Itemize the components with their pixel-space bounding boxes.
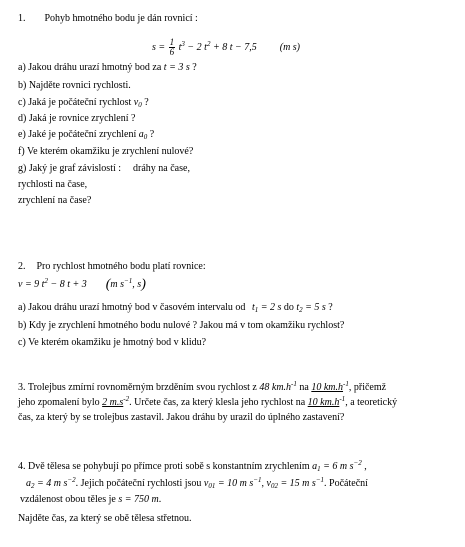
problem-1-intro: Pohyb hmotného bodu je dán rovnicí :	[44, 13, 198, 24]
problem-2-equation: v = 9 $t^2 - 8$ t + 3 (m $s^{-1}$, s)	[18, 277, 146, 292]
graph-item-3: zrychlení na čase?	[18, 195, 92, 206]
problem-3-line-3: čas, za který by se trolejbus zastavil. Jakou dráhu by urazil do úplného zastavení?	[18, 412, 345, 423]
problem-2-question-c: c) Ve kterém okamžiku je hmotný bod v klidu?	[18, 337, 207, 348]
problem-1-question-g: g) Jaký je graf závislostí : dráhy na čase,	[18, 163, 190, 174]
problem-1-question-b: b) Najděte rovnici rychlosti.	[18, 80, 131, 91]
problem-2-question-b: b) Kdy je zrychlení hmotného bodu nulové ? Jakou má v tom okamžiku rychlost?	[18, 320, 345, 331]
problem-3-line-1: 3. Trolejbus zmírní rovnoměrným brzděním svou rychlost z 48 $km.h^{-1}$ na 10 $km.h^{-1}$, přičemž	[18, 380, 387, 393]
graph-item-2: rychlosti na čase,	[18, 179, 88, 190]
problem-1-question-e: e) Jaké je počáteční zrychlení $a_0$ ?	[18, 129, 155, 141]
graph-item-1: dráhy na čase,	[133, 163, 190, 174]
problem-2-intro: Pro rychlost hmotného bodu platí rovnice:	[36, 261, 206, 272]
problem-2-question-a: a) Jakou dráhu urazí hmotný bod v časovém intervalu od $t_1 = 2$ s do $t_2 = 5$ s ?	[18, 302, 333, 314]
problem-2-heading	[18, 261, 206, 273]
equation-unit: (m s)	[279, 41, 301, 53]
problem-3-line-2: jeho zpomalení bylo 2 $m.s^{-2}$. Určete čas, za který klesla jeho rychlost na 10 $km.h^{-1}$, a teoretický	[18, 395, 398, 408]
problem-4-line-2: $a_2 = 4$ m $s^{-2}$. Jejich počáteční rychlosti jsou $v_{01} = 10$ m $s^{-1}$, $v_{02} = 15$ m $s^{-1}$. Počáteční	[26, 476, 368, 490]
problem-1-question-c: c) Jaká je počáteční rychlost $v_0$ ?	[18, 97, 149, 109]
problem-1-equation: s = $\frac{1}{6}$ $t^3 - 2$ $t^2 + 8$ t − 7,5 (m s)	[152, 37, 301, 57]
problem-4-line-4: Najděte čas, za který se obě tělesa střetnou.	[18, 513, 192, 524]
problem-1-question-a: a) Jakou dráhu urazí hmotný bod za t = 3 s ?	[18, 62, 197, 73]
problem-1-number: 1.	[18, 13, 26, 24]
problem-4-line-1: 4. Dvě tělesa se pohybují po přímce proti sobě s konstantním zrychlením $a_1 = 6$ m $s^{-2}$ ,	[18, 459, 367, 473]
fraction-one-sixth: $\frac{1}{6}$	[169, 37, 175, 57]
problem-4-line-3: vzdálenost obou těles je s = 750 m.	[20, 494, 162, 505]
problem-1-question-d: d) Jaká je rovnice zrychlení ?	[18, 113, 136, 124]
problem-1-heading	[18, 13, 198, 25]
problem-1-question-f: f) Ve kterém okamžiku je zrychlení nulové?	[18, 146, 194, 157]
problem-2-number: 2.	[18, 261, 26, 272]
